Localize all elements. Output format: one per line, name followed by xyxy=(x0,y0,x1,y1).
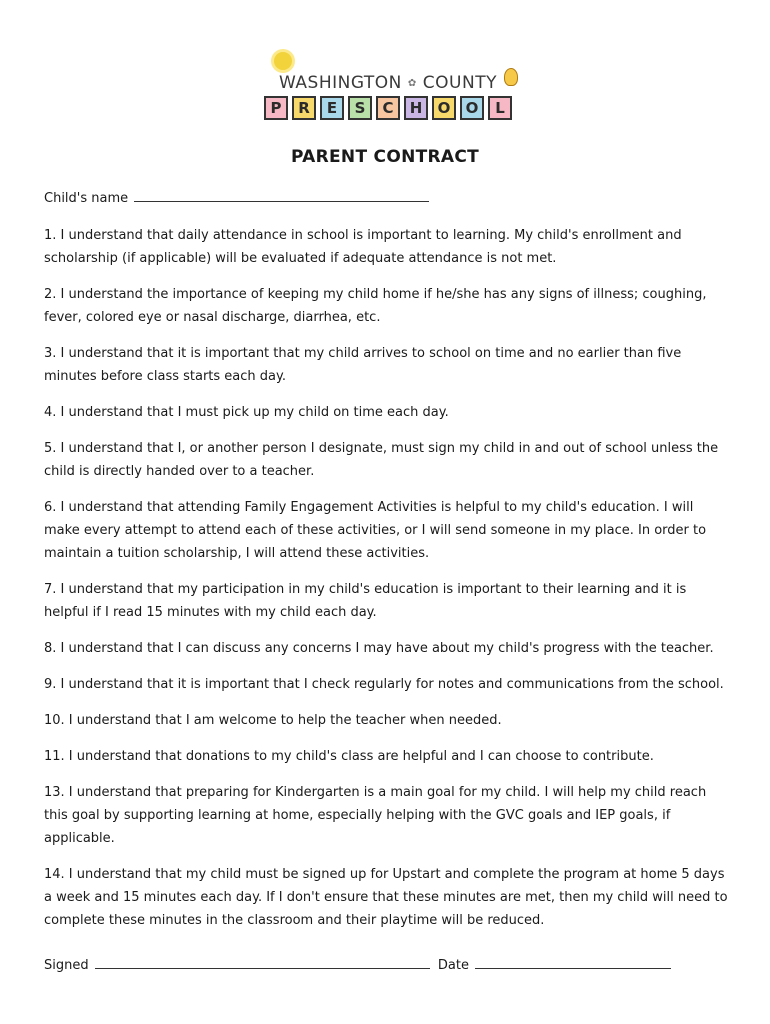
logo-block-letter: O xyxy=(432,96,456,120)
date-label: Date xyxy=(437,958,469,973)
logo-block-letter: R xyxy=(292,96,316,120)
signature-line xyxy=(44,957,734,973)
contract-item: 8. I understand that I can discuss any concerns I may have about my child's progress with the teacher. xyxy=(44,641,714,656)
logo-word-washington: WASHINGTON xyxy=(279,73,402,93)
contract-item: 11. I understand that donations to my child's class are helpful and I can choose to contribute. xyxy=(44,749,654,764)
contract-item: 5. I understand that I, or another person I designate, must sign my child in and out of school unless the child is directly handed over to a teacher. xyxy=(44,441,719,479)
logo-county-text xyxy=(268,72,508,94)
contract-item: 1. I understand that daily attendance in school is important to learning. My child's enrollment and scholarship (if applicable) will be evaluated if adequate attendance is not met. xyxy=(44,228,682,266)
logo-block-letter: L xyxy=(488,96,512,120)
signed-label: Signed xyxy=(44,958,89,973)
contract-items xyxy=(44,224,730,945)
logo-block-letter: C xyxy=(376,96,400,120)
logo-word-county: COUNTY xyxy=(422,73,497,93)
contract-item: 10. I understand that I am welcome to help the teacher when needed. xyxy=(44,713,502,728)
preschool-logo xyxy=(250,50,520,130)
logo-block-letter: P xyxy=(264,96,288,120)
flower-icon: ✿ xyxy=(407,77,417,89)
contract-item: 3. I understand that it is important that my child arrives to school on time and no earlier than five minutes before class starts each day. xyxy=(44,346,682,384)
childs-name-blank[interactable] xyxy=(134,190,429,202)
logo-letter-blocks xyxy=(264,96,512,120)
lightbulb-icon xyxy=(504,68,518,86)
contract-item: 6. I understand that attending Family Engagement Activities is helpful to my child's education. I will make every attempt to attend each of these activities, or I will send someone in my place. In order to maintain a tuition scholarship, I will attend these activities. xyxy=(44,500,707,561)
logo-block-letter: S xyxy=(348,96,372,120)
contract-item: 9. I understand that it is important that I check regularly for notes and communications from the school. xyxy=(44,677,724,692)
contract-item: 4. I understand that I must pick up my child on time each day. xyxy=(44,405,449,420)
logo-block-letter: O xyxy=(460,96,484,120)
logo-block-letter: H xyxy=(404,96,428,120)
contract-item: 2. I understand the importance of keeping my child home if he/she has any signs of illness; coughing, fever, colored eye or nasal discharge, diarrhea, etc. xyxy=(44,287,707,325)
logo-block-letter: E xyxy=(320,96,344,120)
childs-name-field xyxy=(44,190,429,206)
sun-icon xyxy=(274,52,292,70)
contract-item: 7. I understand that my participation in my child's education is important to their learning and it is helpful if I read 15 minutes with my child each day. xyxy=(44,582,687,620)
date-blank[interactable] xyxy=(475,957,671,969)
contract-item: 14. I understand that my child must be signed up for Upstart and complete the program at home 5 days a week and 15 minutes each day. If I don't ensure that these minutes are met, then my child will need to complete these minutes in the classroom and their playtime will be reduced. xyxy=(44,867,728,928)
signature-blank[interactable] xyxy=(95,957,430,969)
childs-name-label: Child's name xyxy=(44,191,129,206)
page-title: PARENT CONTRACT xyxy=(290,147,480,167)
contract-item: 13. I understand that preparing for Kindergarten is a main goal for my child. I will help my child reach this goal by supporting learning at home, especially helping with the GVC goals and IEP goals, if applicable. xyxy=(44,785,707,846)
